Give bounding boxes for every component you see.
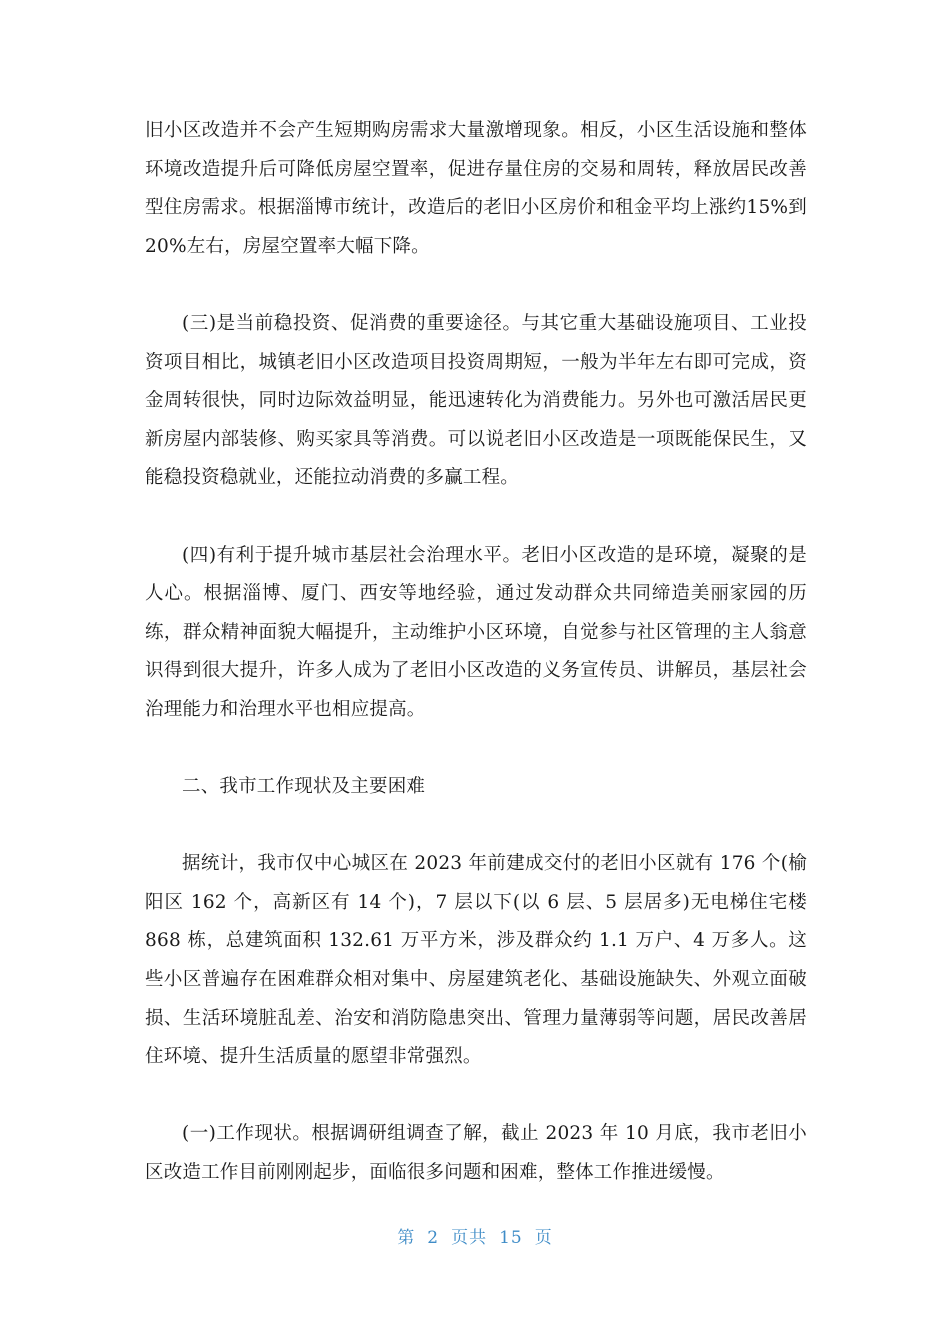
- paragraph-work-status: (一)工作现状。根据调研组调查了解，截止 2023 年 10 月底，我市老旧小区改造工作目前刚刚起步，面临很多问题和困难，整体工作推进缓慢。: [145, 1123, 807, 1184]
- document-body: [145, 112, 807, 1193]
- paragraph-gap: [145, 1077, 807, 1116]
- current-page-number: 2: [427, 1228, 440, 1248]
- paragraph-gap: [145, 730, 807, 769]
- paragraph-gap: [145, 807, 807, 846]
- section-heading: 二、我市工作现状及主要困难: [182, 776, 426, 798]
- paragraph-section-three: (三)是当前稳投资、促消费的重要途径。与其它重大基础设施项目、工业投资项目相比，城镇老旧小区改造项目投资周期短，一般为半年左右即可完成，资金周转很快，同时边际效益明显，能迅速转化为消费能力。另外也可激活居民更新房屋内部装修、购买家具等消费。可以说老旧小区改造是一项既能保民生，又能稳投资稳就业，还能拉动消费的多赢工程。: [145, 312, 807, 489]
- page-label-suffix: 页: [534, 1228, 553, 1248]
- paragraph-gap: [145, 266, 807, 305]
- paragraph-gap: [145, 498, 807, 537]
- page-footer: [0, 1224, 950, 1252]
- page-label-middle: 页共: [451, 1228, 488, 1248]
- paragraph-section-four: (四)有利于提升城市基层社会治理水平。老旧小区改造的是环境，凝聚的是人心。根据淄博、厦门、西安等地经验，通过发动群众共同缔造美丽家园的历练，群众精神面貌大幅提升，主动维护小区环境，自觉参与社区管理的主人翁意识得到很大提升，许多人成为了老旧小区改造的义务宣传员、讲解员，基层社会治理能力和治理水平也相应提高。: [145, 544, 807, 720]
- paragraph-statistics: 据统计，我市仅中心城区在 2023 年前建成交付的老旧小区就有 176 个(榆阳区 162 个，高新区有 14 个)，7 层以下(以 6 层、5 层居多)无电梯住宅楼 868 栋，总建筑面积 132.61 万平方米，涉及群众约 1.1 万户、4 万多人。这些小区普遍存在困难群众相对集中、房屋建筑老化、基础设施缺失、外观立面破损、生活环境脏乱差、治安和消防隐患突出、管理力量薄弱等问题，居民改善居住环境、提升生活质量的愿望非常强烈。: [145, 853, 807, 1068]
- page-label-prefix: 第: [397, 1228, 416, 1248]
- paragraph-continued: 旧小区改造并不会产生短期购房需求大量激增现象。相反，小区生活设施和整体环境改造提升后可降低房屋空置率，促进存量住房的交易和周转，释放居民改善型住房需求。根据淄博市统计，改造后的老旧小区房价和租金平均上涨约15%到 20%左右，房屋空置率大幅下降。: [145, 120, 807, 257]
- total-page-number: 15: [499, 1228, 523, 1248]
